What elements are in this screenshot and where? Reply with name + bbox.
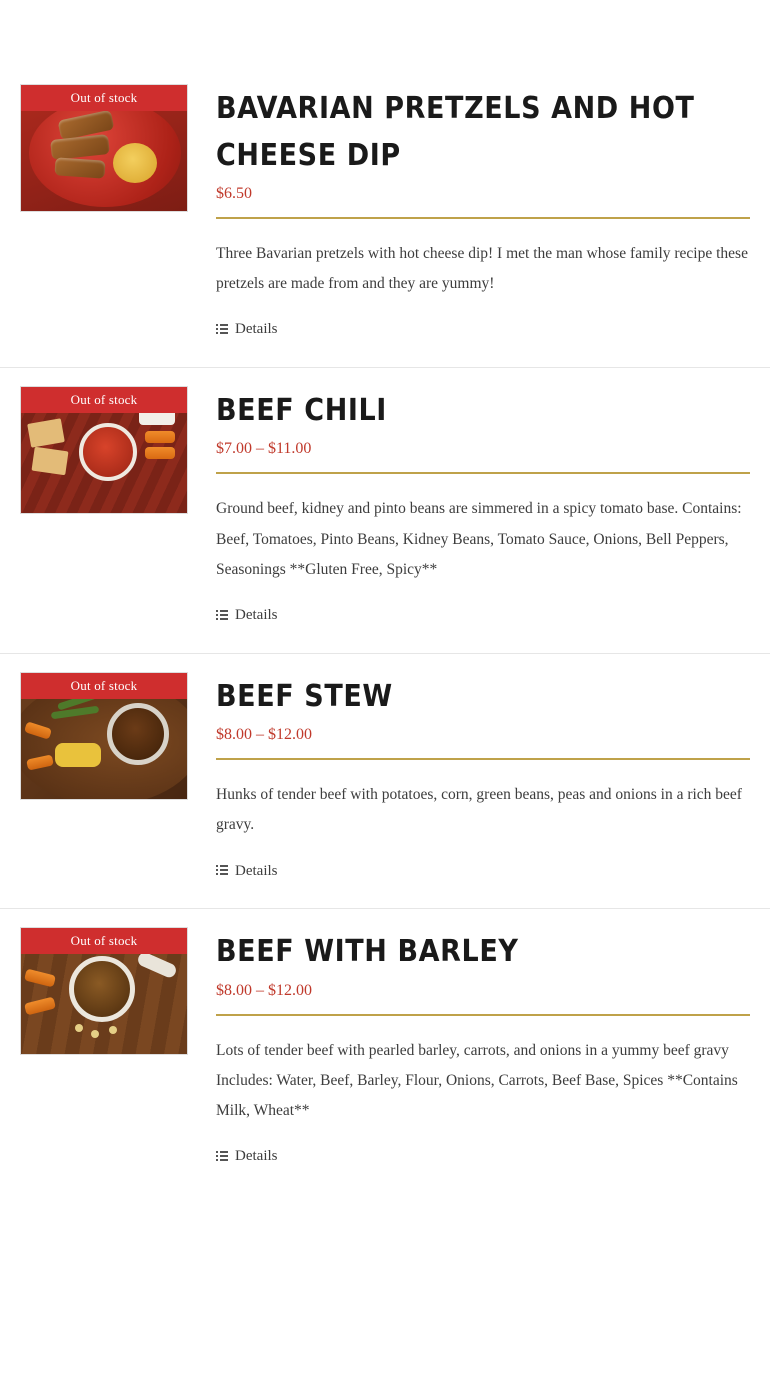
divider	[216, 217, 750, 219]
barley-grain-shape	[109, 1026, 117, 1034]
product-price: $8.00 – $12.00	[216, 726, 312, 744]
status-badge: Out of stock	[21, 928, 187, 954]
product-title[interactable]: BAVARIAN PRETZELS AND HOT CHEESE DIP	[216, 91, 695, 173]
details-label: Details	[235, 1148, 278, 1165]
product-info	[216, 386, 750, 627]
product-thumbnail-wrap[interactable]	[20, 84, 188, 212]
product-description: Three Bavarian pretzels with hot cheese dip! I met the man whose family recipe these pretzels are made from and they are yummy!	[216, 245, 748, 293]
divider	[216, 1014, 750, 1016]
product-description: Lots of tender beef with pearled barley, carrots, and onions in a yummy beef gravy Includes: Water, Beef, Barley, Flour, Onions, Carrots, Beef Base, Spices **Contains Milk, Wheat**	[216, 1041, 738, 1119]
product-item[interactable]	[0, 368, 770, 654]
details-label: Details	[235, 321, 278, 338]
pretzel-shape	[54, 157, 105, 178]
divider	[216, 758, 750, 760]
product-item[interactable]	[0, 66, 770, 368]
product-price: $6.50	[216, 185, 252, 202]
bowl-shape	[69, 956, 135, 1022]
product-title[interactable]: BEEF CHILI	[216, 392, 387, 428]
details-link[interactable]	[216, 1148, 278, 1165]
corn-shape	[55, 743, 101, 767]
carrot-shape	[145, 431, 175, 443]
details-link[interactable]	[216, 607, 278, 624]
carrot-shape	[145, 447, 175, 459]
product-description: Hunks of tender beef with potatoes, corn, green beans, peas and onions in a rich beef gravy.	[216, 786, 742, 834]
product-description: Ground beef, kidney and pinto beans are simmered in a spicy tomato base. Contains: Beef, Tomatoes, Pinto Beans, Kidney Beans, Tomato Sauce, Onions, Bell Peppers, Seasonings **Gluten Free, Spicy**	[216, 500, 742, 578]
list-icon	[216, 865, 228, 877]
status-badge: Out of stock	[21, 673, 187, 699]
details-label: Details	[235, 862, 278, 879]
details-link[interactable]	[216, 863, 278, 880]
barley-grain-shape	[91, 1030, 99, 1038]
product-thumbnail-wrap[interactable]	[20, 927, 188, 1055]
product-item[interactable]	[0, 909, 770, 1194]
product-thumbnail-wrap[interactable]	[20, 386, 188, 514]
product-info	[216, 927, 750, 1168]
bowl-shape	[79, 423, 137, 481]
cheese-dip-shape	[113, 143, 157, 183]
product-price: $8.00 – $12.00	[216, 981, 312, 999]
product-image[interactable]	[20, 386, 188, 514]
bowl-shape	[107, 703, 169, 765]
product-image[interactable]	[20, 927, 188, 1055]
product-list	[0, 66, 770, 1194]
divider	[216, 472, 750, 474]
product-image[interactable]	[20, 672, 188, 800]
list-icon	[216, 610, 228, 622]
status-badge: Out of stock	[21, 387, 187, 413]
product-price: $7.00 – $11.00	[216, 440, 312, 458]
product-thumbnail-wrap[interactable]	[20, 672, 188, 800]
product-info	[216, 84, 750, 341]
product-image[interactable]	[20, 84, 188, 212]
product-title[interactable]: BEEF STEW	[216, 678, 393, 714]
status-badge: Out of stock	[21, 85, 187, 111]
cracker-shape	[31, 447, 68, 475]
details-label: Details	[235, 607, 278, 624]
product-info	[216, 672, 750, 882]
product-title[interactable]: BEEF WITH BARLEY	[216, 934, 519, 970]
product-item[interactable]	[0, 654, 770, 909]
list-icon	[216, 1151, 228, 1163]
barley-grain-shape	[75, 1024, 83, 1032]
list-icon	[216, 324, 228, 336]
details-link[interactable]	[216, 321, 278, 338]
